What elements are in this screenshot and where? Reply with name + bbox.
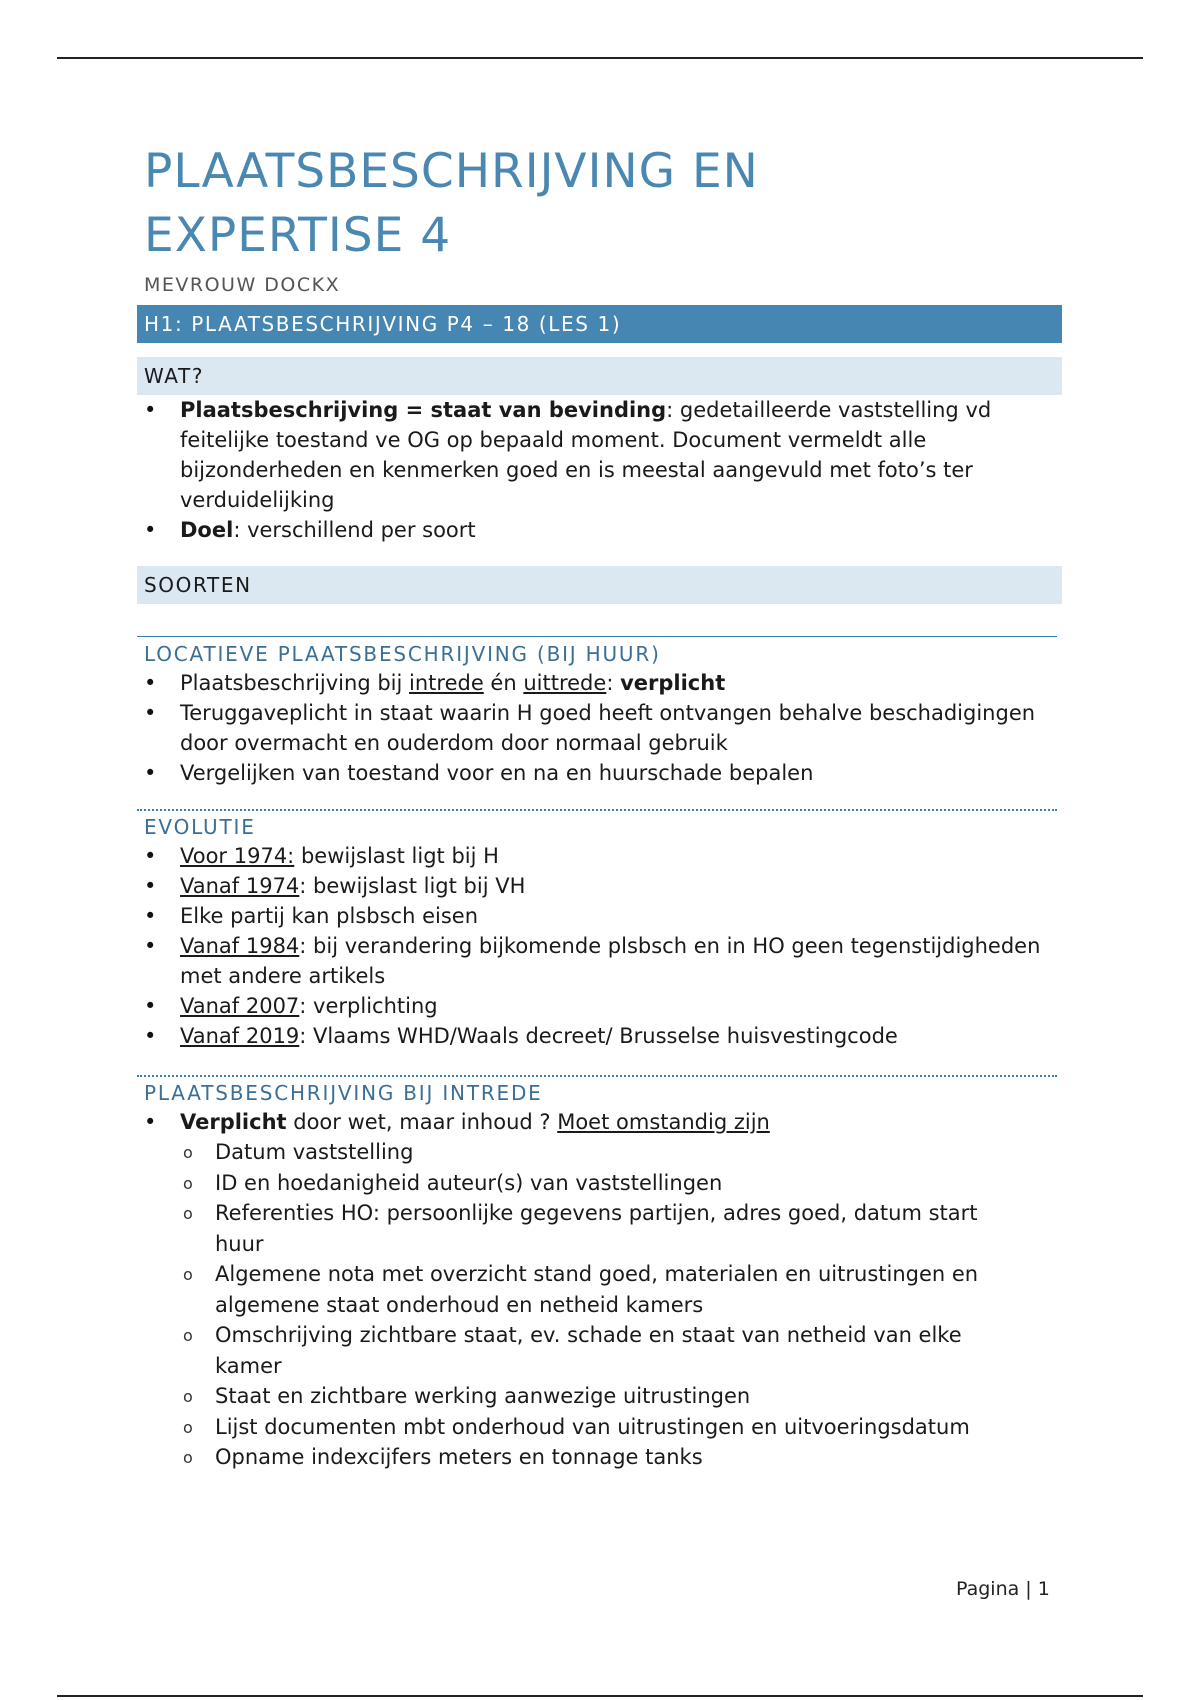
- title-line-2: EXPERTISE 4: [144, 208, 452, 263]
- underlined-date: Voor 1974:: [180, 844, 295, 868]
- text: bewijslast ligt bij H: [294, 844, 499, 868]
- underlined-date: Vanaf 1974: [180, 874, 300, 898]
- definition-text: : gedetailleerde vaststelling vd feitelijke toestand ve OG op bepaald moment. Document vermeldt alle bijzonderheden en kenmerken goed en is meestal aangevuld met foto’s ter verduidelijking: [180, 398, 992, 512]
- list-item: [144, 991, 1062, 1021]
- text: door wet, maar inhoud ?: [286, 1110, 558, 1134]
- list-item: [144, 515, 1062, 545]
- top-rule: [57, 57, 1143, 59]
- sub-list-item: o ID en hoedanigheid auteur(s) van vaststellingen: [179, 1168, 1005, 1199]
- list-item: • Vergelijken van toestand voor en na en huurschade bepalen: [144, 758, 1062, 788]
- sub-list-item: o Lijst documenten mbt onderhoud van uitrustingen en uitvoeringsdatum: [179, 1412, 1005, 1443]
- bottom-rule: [57, 1695, 1143, 1697]
- chapter-heading: H1: PLAATSBESCHRIJVING P4 – 18 (LES 1): [137, 305, 1062, 343]
- text: : bewijslast ligt bij VH: [299, 874, 526, 898]
- list-item: [144, 668, 1062, 698]
- text: Plaatsbeschrijving bij: [180, 671, 410, 695]
- sub-list-item: o Omschrijving zichtbare staat, ev. schade en staat van netheid van elke kamer: [179, 1320, 1005, 1381]
- term-bold: Doel: [180, 518, 234, 542]
- list-item: [144, 841, 1062, 871]
- wat-list: [137, 395, 1062, 545]
- text: én: [483, 671, 524, 695]
- intrede-sublist: [137, 1137, 1062, 1473]
- subheading-evolutie: EVOLUTIE: [137, 809, 1057, 841]
- list-item: [144, 1021, 1062, 1051]
- list-item: • Teruggaveplicht in staat waarin H goed heeft ontvangen behalve beschadigingen door overmacht en ouderdom door normaal gebruik: [144, 698, 1062, 758]
- list-item: [144, 395, 1062, 515]
- list-item: [144, 901, 1062, 931]
- title-line-1: PLAATSBESCHRIJVING EN: [144, 144, 759, 199]
- sub-list-item: o Algemene nota met overzicht stand goed, materialen en uitrustingen en algemene staat onderhoud en netheid kamers: [179, 1259, 1005, 1320]
- term-bold: verplicht: [620, 671, 726, 695]
- underlined-text: Moet omstandig zijn: [557, 1110, 770, 1134]
- text: Elke partij kan plsbsch eisen: [180, 904, 478, 928]
- term-bold: Verplicht: [180, 1110, 287, 1134]
- underlined-text: uittrede: [523, 671, 607, 695]
- sub-list-item: o Referenties HO: persoonlijke gegevens partijen, adres goed, datum start huur: [179, 1198, 1005, 1259]
- text: : Vlaams WHD/Waals decreet/ Brusselse huisvestingcode: [299, 1024, 898, 1048]
- document-subtitle: MEVROUW DOCKX: [144, 274, 341, 296]
- subheading-locatief: LOCATIEVE PLAATSBESCHRIJVING (BIJ HUUR): [137, 636, 1057, 668]
- text: : bij verandering bijkomende plsbsch en in HO geen tegenstijdigheden met andere artikels: [180, 934, 1041, 988]
- term-bold: Plaatsbeschrijving = staat van bevinding: [180, 398, 667, 422]
- definition-text: : verschillend per soort: [233, 518, 476, 542]
- underlined-text: intrede: [409, 671, 484, 695]
- list-item: [144, 871, 1062, 901]
- document-title: [144, 140, 1062, 268]
- underlined-date: Vanaf 1984: [180, 934, 300, 958]
- locatief-list: [137, 668, 1062, 788]
- subheading-intrede: PLAATSBESCHRIJVING BIJ INTREDE: [137, 1075, 1057, 1107]
- underlined-date: Vanaf 2019: [180, 1024, 300, 1048]
- sub-list-item: o Datum vaststelling: [179, 1137, 1005, 1168]
- evolutie-list: [137, 841, 1062, 1051]
- list-item: [144, 1107, 1062, 1137]
- section-heading-soorten: SOORTEN: [137, 566, 1062, 604]
- document-body: [137, 140, 1062, 1473]
- intrede-list: [137, 1107, 1062, 1137]
- section-heading-wat: WAT?: [137, 357, 1062, 395]
- page-number: Pagina | 1: [956, 1578, 1050, 1600]
- sub-list-item: o Opname indexcijfers meters en tonnage tanks: [179, 1442, 1005, 1473]
- list-item: [144, 931, 1062, 991]
- text: : verplichting: [299, 994, 438, 1018]
- underlined-date: Vanaf 2007: [180, 994, 300, 1018]
- sub-list-item: o Staat en zichtbare werking aanwezige uitrustingen: [179, 1381, 1005, 1412]
- text: :: [606, 671, 621, 695]
